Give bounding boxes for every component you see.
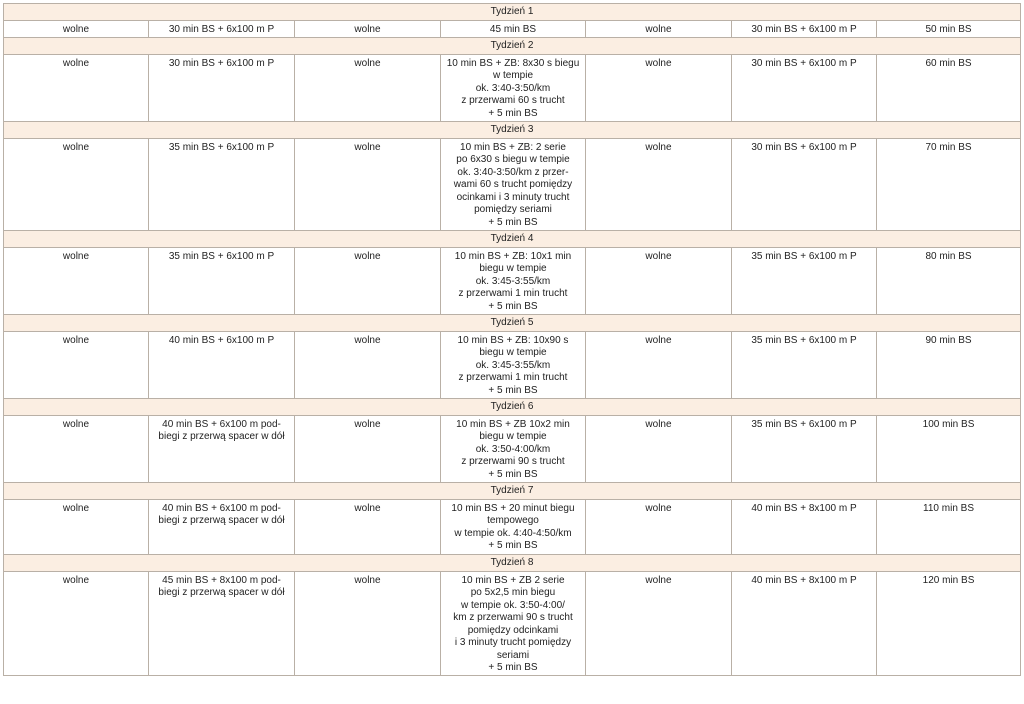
day-cell-7: 60 min BS <box>877 54 1021 121</box>
day-cell-5: wolne <box>586 571 732 675</box>
day-cell-3: wolne <box>295 415 441 482</box>
day-cell-7: 120 min BS <box>877 571 1021 675</box>
table-row <box>4 138 1021 230</box>
day-cell-2: 30 min BS + 6x100 m P <box>149 54 295 121</box>
day-cell-3: wolne <box>295 571 441 675</box>
week-header-row <box>4 398 1021 415</box>
week-header-row <box>4 121 1021 138</box>
day-cell-1: wolne <box>4 21 149 38</box>
day-cell-4: 10 min BS + ZB 10x2 min biegu w tempie ok. 3:50-4:00/km z przerwami 90 s trucht + 5 min BS <box>441 415 586 482</box>
day-cell-5: wolne <box>586 54 732 121</box>
week-label: Tydzień 8 <box>4 554 1021 571</box>
day-cell-7: 50 min BS <box>877 21 1021 38</box>
day-cell-5: wolne <box>586 415 732 482</box>
table-row <box>4 331 1021 398</box>
day-cell-4: 10 min BS + ZB: 10x90 s biegu w tempie ok. 3:45-3:55/km z przerwami 1 min trucht + 5 min BS <box>441 331 586 398</box>
day-cell-3: wolne <box>295 247 441 314</box>
table-row <box>4 415 1021 482</box>
table-row <box>4 571 1021 675</box>
week-label: Tydzień 3 <box>4 121 1021 138</box>
day-cell-2: 40 min BS + 6x100 m pod- biegi z przerwą spacer w dół <box>149 499 295 554</box>
week-label: Tydzień 2 <box>4 37 1021 54</box>
day-cell-7: 80 min BS <box>877 247 1021 314</box>
day-cell-7: 90 min BS <box>877 331 1021 398</box>
training-table <box>3 3 1021 676</box>
day-cell-1: wolne <box>4 247 149 314</box>
day-cell-5: wolne <box>586 138 732 230</box>
day-cell-3: wolne <box>295 499 441 554</box>
day-cell-6: 35 min BS + 6x100 m P <box>732 331 877 398</box>
day-cell-3: wolne <box>295 54 441 121</box>
day-cell-6: 30 min BS + 6x100 m P <box>732 21 877 38</box>
week-header-row <box>4 314 1021 331</box>
training-plan <box>3 3 1020 676</box>
day-cell-4: 10 min BS + ZB: 10x1 min biegu w tempie ok. 3:45-3:55/km z przerwami 1 min trucht + 5 min BS <box>441 247 586 314</box>
day-cell-1: wolne <box>4 54 149 121</box>
day-cell-5: wolne <box>586 247 732 314</box>
day-cell-3: wolne <box>295 331 441 398</box>
week-header-row <box>4 482 1021 499</box>
day-cell-6: 40 min BS + 8x100 m P <box>732 571 877 675</box>
day-cell-4: 10 min BS + 20 minut biegu tempowego w tempie ok. 4:40-4:50/km + 5 min BS <box>441 499 586 554</box>
week-label: Tydzień 6 <box>4 398 1021 415</box>
week-label: Tydzień 7 <box>4 482 1021 499</box>
day-cell-2: 35 min BS + 6x100 m P <box>149 138 295 230</box>
day-cell-4: 10 min BS + ZB: 8x30 s biegu w tempie ok. 3:40-3:50/km z przerwami 60 s trucht + 5 min BS <box>441 54 586 121</box>
day-cell-2: 45 min BS + 8x100 m pod- biegi z przerwą spacer w dół <box>149 571 295 675</box>
day-cell-6: 30 min BS + 6x100 m P <box>732 138 877 230</box>
day-cell-6: 30 min BS + 6x100 m P <box>732 54 877 121</box>
week-header-row <box>4 37 1021 54</box>
week-label: Tydzień 5 <box>4 314 1021 331</box>
day-cell-2: 40 min BS + 6x100 m P <box>149 331 295 398</box>
day-cell-4: 10 min BS + ZB 2 serie po 5x2,5 min biegu w tempie ok. 3:50-4:00/ km z przerwami 90 s trucht pomiędzy odcinkami i 3 minuty trucht pomiędzy seriami + 5 min BS <box>441 571 586 675</box>
table-body <box>4 4 1021 676</box>
day-cell-3: wolne <box>295 138 441 230</box>
table-row <box>4 21 1021 38</box>
day-cell-3: wolne <box>295 21 441 38</box>
day-cell-1: wolne <box>4 331 149 398</box>
day-cell-1: wolne <box>4 138 149 230</box>
day-cell-1: wolne <box>4 571 149 675</box>
day-cell-5: wolne <box>586 21 732 38</box>
day-cell-6: 35 min BS + 6x100 m P <box>732 415 877 482</box>
day-cell-5: wolne <box>586 499 732 554</box>
day-cell-5: wolne <box>586 331 732 398</box>
day-cell-1: wolne <box>4 415 149 482</box>
day-cell-7: 100 min BS <box>877 415 1021 482</box>
day-cell-7: 70 min BS <box>877 138 1021 230</box>
week-header-row <box>4 554 1021 571</box>
day-cell-2: 35 min BS + 6x100 m P <box>149 247 295 314</box>
day-cell-6: 35 min BS + 6x100 m P <box>732 247 877 314</box>
table-row <box>4 247 1021 314</box>
week-header-row <box>4 230 1021 247</box>
table-row <box>4 54 1021 121</box>
week-label: Tydzień 1 <box>4 4 1021 21</box>
day-cell-1: wolne <box>4 499 149 554</box>
day-cell-4: 45 min BS <box>441 21 586 38</box>
day-cell-4: 10 min BS + ZB: 2 serie po 6x30 s biegu w tempie ok. 3:40-3:50/km z przer- wami 60 s trucht pomiędzy ocinkami i 3 minuty trucht pomiędzy seriami + 5 min BS <box>441 138 586 230</box>
week-label: Tydzień 4 <box>4 230 1021 247</box>
day-cell-2: 40 min BS + 6x100 m pod- biegi z przerwą spacer w dół <box>149 415 295 482</box>
week-header-row <box>4 4 1021 21</box>
day-cell-7: 110 min BS <box>877 499 1021 554</box>
day-cell-2: 30 min BS + 6x100 m P <box>149 21 295 38</box>
table-row <box>4 499 1021 554</box>
day-cell-6: 40 min BS + 8x100 m P <box>732 499 877 554</box>
